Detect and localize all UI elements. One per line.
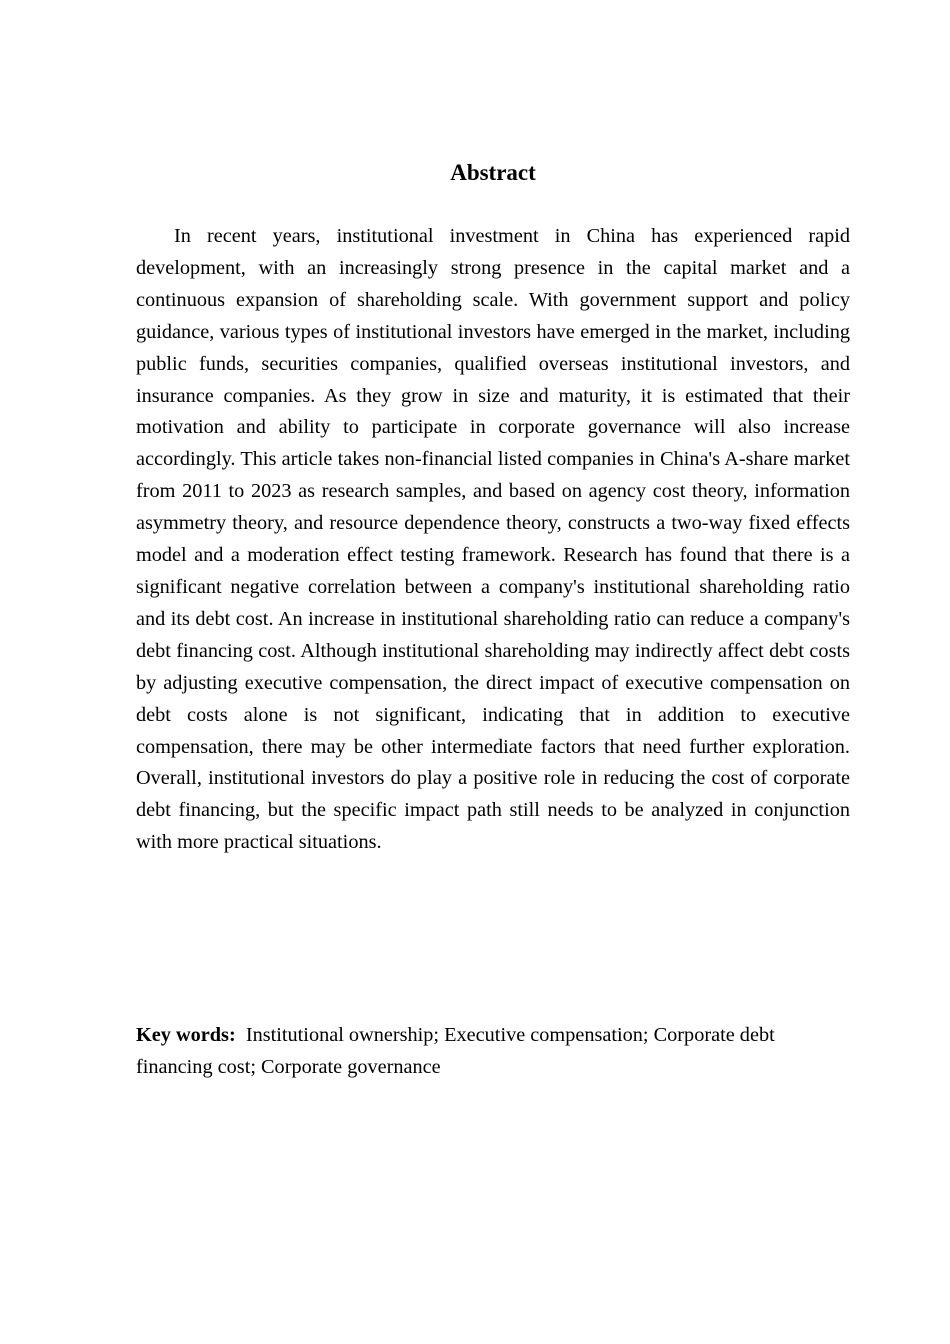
keywords-line	[136, 1019, 850, 1083]
page-title: Abstract	[450, 160, 536, 185]
abstract-paragraph: In recent years, institutional investment in China has experienced rapid development, with an increasingly strong presence in the capital market and a continuous expansion of shareholding scale. With government support and policy guidance, various types of institutional investors have emerged in the market, including public funds, securities companies, qualified overseas institutional investors, and insurance companies. As they grow in size and maturity, it is estimated that their motivation and ability to participate in corporate governance will also increase accordingly. This article takes non-financial listed companies in China's A-share market from 2011 to 2023 as research samples, and based on agency cost theory, information asymmetry theory, and resource dependence theory, constructs a two-way fixed effects model and a moderation effect testing framework. Research has found that there is a significant negative correlation between a company's institutional shareholding ratio and its debt cost. An increase in institutional shareholding ratio can reduce a company's debt financing cost. Although institutional shareholding may indirectly affect debt costs by adjusting executive compensation, the direct impact of executive compensation on debt costs alone is not significant, indicating that in addition to executive compensation, there may be other intermediate factors that need further exploration. Overall, institutional investors do play a positive role in reducing the cost of corporate debt financing, but the specific impact path still needs to be analyzed in conjunction with more practical situations.	[136, 225, 850, 854]
keywords-text: Institutional ownership; Executive compensation; Corporate debt financing cost; Corporate governance	[136, 1024, 775, 1078]
keywords-label: Key words:	[136, 1024, 236, 1046]
